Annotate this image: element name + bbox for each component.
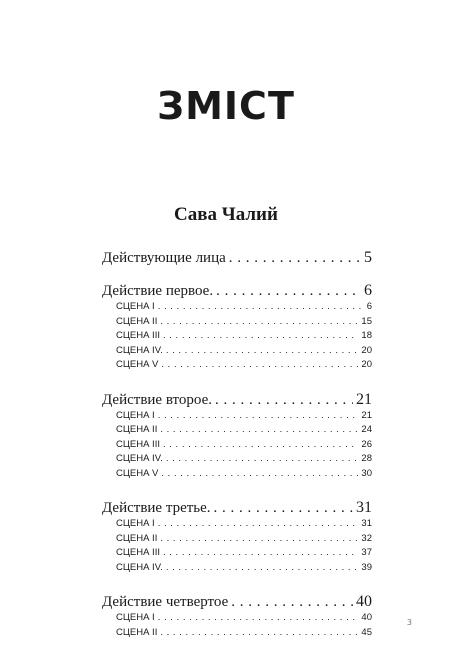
toc-scene-title: СЦЕНА I: [116, 301, 155, 312]
toc-entry-scene: [102, 546, 372, 561]
toc-entry-scene: [102, 561, 372, 576]
toc-scene-page: 24: [361, 424, 372, 435]
toc-entry-page: 40: [356, 593, 372, 610]
toc-scene-page: 6: [366, 301, 372, 312]
dot-leader: [216, 282, 361, 300]
toc-group-characters: [102, 248, 372, 267]
toc-entry-title: Действующие лица: [102, 250, 226, 266]
dot-leader: [214, 499, 353, 517]
toc-scene-title: СЦЕНА IV.: [116, 561, 163, 573]
toc-scene-title: СЦЕНА II: [116, 315, 158, 327]
toc-entry-scene: [102, 626, 372, 641]
toc-group-act-2: [102, 390, 372, 482]
toc-scene-page: 30: [361, 467, 372, 479]
toc-entry-scene: [102, 344, 372, 359]
toc-entry-scene: [102, 315, 372, 330]
dot-leader: [158, 300, 364, 315]
toc-group-act-3: [102, 498, 372, 575]
toc-entry-scene: [102, 611, 372, 626]
dot-leader: [166, 344, 359, 359]
toc-scene-title: СЦЕНА I: [116, 518, 155, 529]
dot-leader: [163, 546, 358, 561]
toc-scene-title: СЦЕНА III: [116, 547, 160, 558]
toc-entry-page: 6: [364, 282, 372, 299]
toc-entry-scene: [102, 467, 372, 482]
dot-leader: [229, 249, 361, 267]
toc-scene-page: 21: [361, 409, 372, 421]
toc-entry-scene: [102, 423, 372, 438]
toc-entry-page: 5: [364, 249, 372, 266]
toc-scene-page: 40: [361, 612, 372, 623]
toc-scene-page: 28: [361, 453, 372, 464]
dot-leader: [158, 611, 359, 626]
page-number: 3: [406, 618, 412, 627]
toc-entry-scene: [102, 409, 372, 424]
toc-entry-act: [102, 390, 372, 409]
toc-scene-page: 31: [361, 518, 372, 529]
toc-scene-title: СЦЕНА V: [116, 359, 159, 370]
dot-leader: [166, 452, 359, 467]
toc-scene-page: 15: [361, 315, 372, 327]
toc-entry-title: Действие третье.: [102, 500, 211, 516]
toc-scene-page: 20: [361, 344, 372, 356]
toc-scene-title: СЦЕНА I: [116, 612, 155, 623]
table-of-contents: [102, 248, 372, 657]
toc-entry-scene: [102, 329, 372, 344]
toc-scene-title: СЦЕНА III: [116, 330, 160, 341]
toc-entry-scene: [102, 452, 372, 467]
toc-group-act-1: [102, 281, 372, 373]
toc-scene-page: 18: [361, 330, 372, 341]
dot-leader: [160, 423, 358, 438]
toc-entry-act: [102, 281, 372, 300]
dot-leader: [160, 626, 358, 641]
toc-entry-scene: [102, 300, 372, 315]
toc-entry-page: 31: [356, 499, 372, 516]
toc-entry-page: 21: [356, 390, 372, 408]
toc-scene-title: СЦЕНА IV.: [116, 453, 163, 464]
dot-leader: [161, 358, 358, 373]
toc-scene-page: 37: [361, 547, 372, 558]
toc-scene-page: 39: [361, 561, 372, 573]
toc-scene-page: 32: [361, 532, 372, 544]
toc-group-act-4: [102, 592, 372, 640]
dot-leader: [160, 532, 358, 547]
dot-leader: [231, 593, 353, 611]
toc-entry-act: [102, 248, 372, 267]
toc-entry-act: [102, 592, 372, 611]
toc-entry-title: Действие второе.: [102, 391, 212, 408]
toc-entry-act: [102, 498, 372, 517]
toc-scene-title: СЦЕНА II: [116, 532, 158, 544]
work-title: Сава Чалий: [174, 204, 278, 225]
page-title: ЗМІСТ: [157, 84, 295, 128]
toc-scene-title: СЦЕНА I: [116, 409, 155, 421]
toc-entry-scene: [102, 438, 372, 453]
toc-scene-page: 20: [361, 359, 372, 370]
toc-scene-title: СЦЕНА III: [116, 438, 160, 450]
toc-scene-title: СЦЕНА II: [116, 626, 158, 638]
toc-scene-title: СЦЕНА II: [116, 424, 158, 435]
toc-entry-scene: [102, 517, 372, 532]
dot-leader: [158, 409, 359, 424]
toc-entry-scene: [102, 532, 372, 547]
dot-leader: [161, 467, 358, 482]
toc-scene-title: СЦЕНА IV.: [116, 344, 163, 356]
dot-leader: [163, 329, 358, 344]
dot-leader: [163, 438, 358, 453]
dot-leader: [215, 391, 353, 409]
dot-leader: [158, 517, 359, 532]
toc-scene-page: 45: [361, 626, 372, 638]
toc-entry-scene: [102, 358, 372, 373]
dot-leader: [160, 315, 358, 330]
toc-scene-page: 26: [361, 438, 372, 450]
dot-leader: [166, 561, 359, 576]
toc-entry-title: Действие четвертое: [102, 594, 229, 610]
toc-entry-title: Действие первое.: [102, 283, 214, 299]
toc-scene-title: СЦЕНА V: [116, 467, 159, 479]
